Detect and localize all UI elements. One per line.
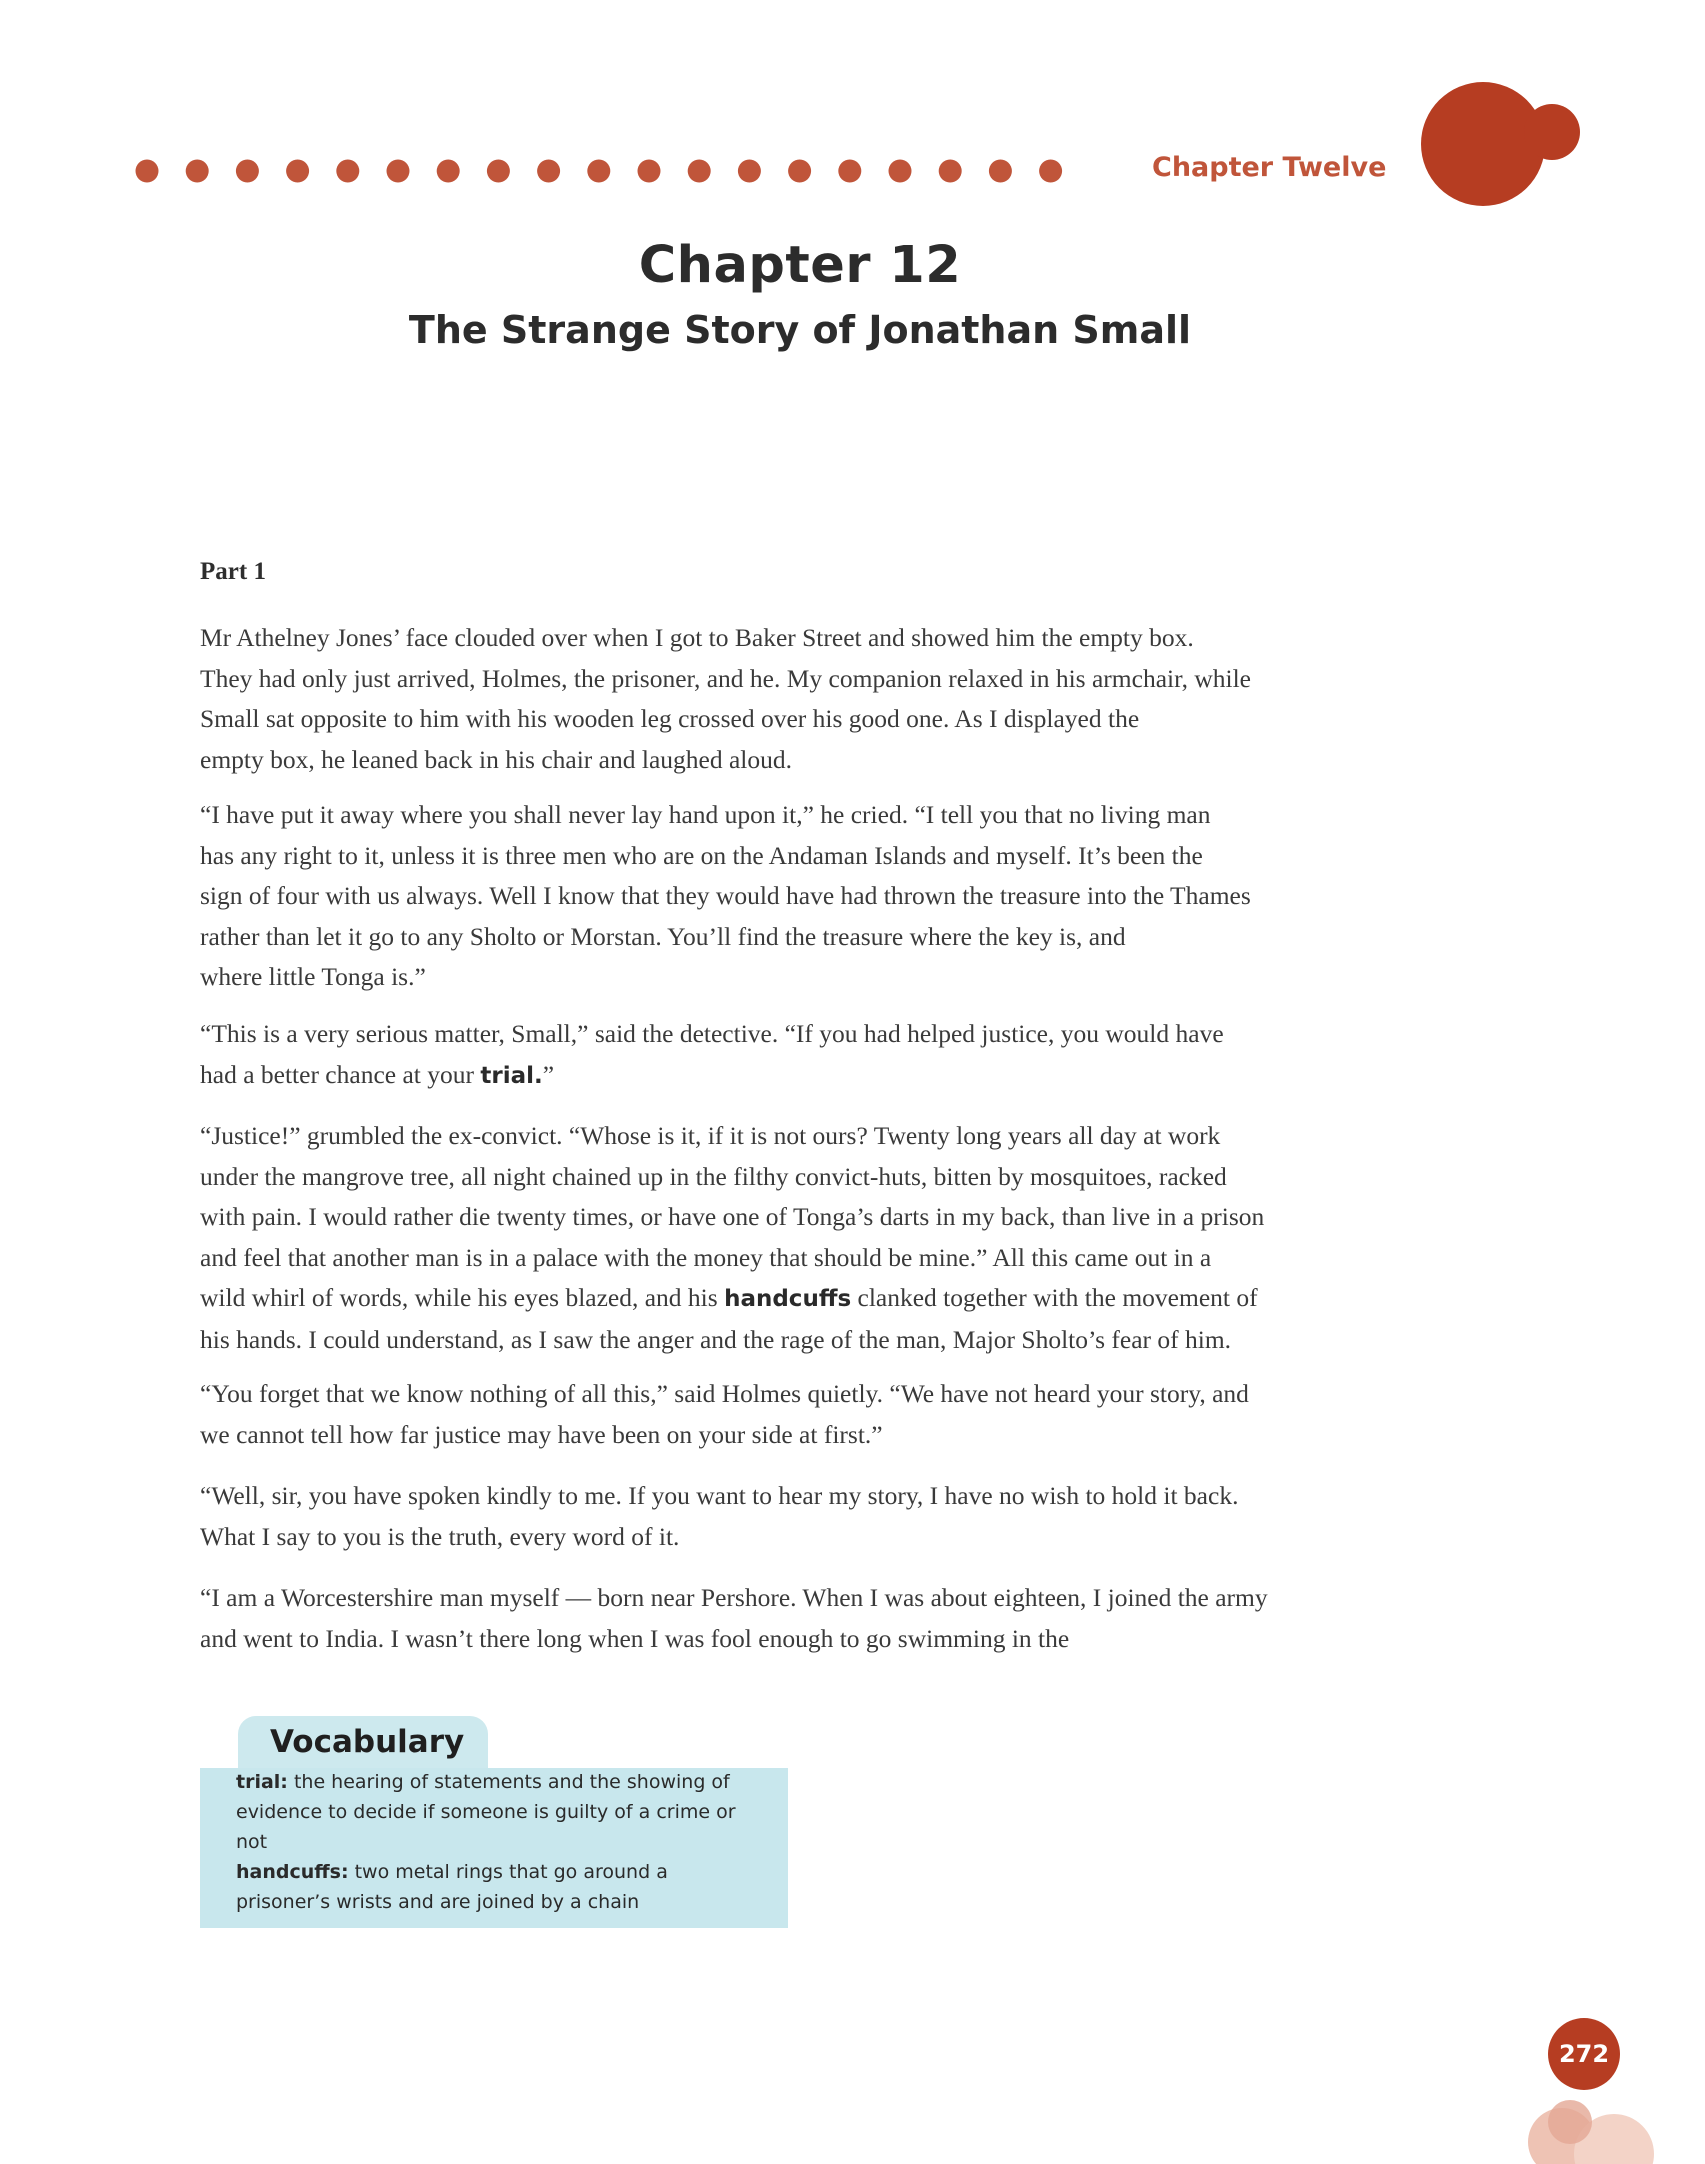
text-line: What I say to you is the truth, every word of it. bbox=[200, 1521, 680, 1551]
decorative-dot bbox=[889, 160, 912, 183]
part-heading: Part 1 bbox=[200, 558, 266, 585]
text-line: “You forget that we know nothing of all this,” said Holmes quietly. “We have not heard your story, and bbox=[200, 1379, 1249, 1408]
paragraph bbox=[200, 1374, 1420, 1455]
paragraph bbox=[200, 795, 1420, 998]
text-line: where little Tonga is.” bbox=[200, 962, 426, 991]
decorative-dot bbox=[186, 160, 209, 183]
text-run: wild whirl of words, while his eyes blazed, and his bbox=[200, 1283, 725, 1312]
paragraph bbox=[200, 1578, 1420, 1659]
vocabulary-definition: prisoner’s wrists and are joined by a chain bbox=[236, 1891, 640, 1913]
corner-circle-decoration bbox=[1405, 82, 1595, 212]
text-line: “This is a very serious matter, Small,” said the detective. “If you had helped justice, you would have bbox=[200, 1019, 1224, 1048]
text-line: “Well, sir, you have spoken kindly to me. If you want to hear my story, I have no wish to hold it back. bbox=[200, 1481, 1239, 1510]
text-line: “I have put it away where you shall never lay hand upon it,” he cried. “I tell you that no living man bbox=[200, 800, 1211, 829]
decorative-dot bbox=[638, 160, 661, 183]
text-run: had a better chance at your bbox=[200, 1059, 481, 1089]
decorative-dot bbox=[738, 160, 761, 183]
decorative-dot bbox=[1039, 160, 1062, 183]
vocabulary-definition: two metal rings that go around a bbox=[348, 1861, 668, 1883]
decorative-dot bbox=[989, 160, 1012, 183]
paragraph bbox=[200, 618, 1420, 780]
text-line: They had only just arrived, Holmes, the prisoner, and he. My companion relaxed in his armchair, while bbox=[200, 663, 1251, 693]
chapter-title: Chapter 12 bbox=[638, 236, 962, 295]
vocabulary-entry-handcuffs bbox=[236, 1857, 766, 1917]
decorative-dot-row bbox=[135, 158, 1070, 184]
decorative-dot bbox=[336, 160, 359, 183]
chapter-subtitle: The Strange Story of Jonathan Small bbox=[408, 308, 1192, 352]
vocabulary-term: trial: bbox=[236, 1771, 288, 1793]
vocabulary-keyword-handcuffs: handcuffs bbox=[724, 1286, 852, 1312]
text-line: and feel that another man is in a palace with the money that should be mine.” All this came out in a bbox=[200, 1242, 1212, 1272]
paragraph bbox=[200, 1014, 1420, 1096]
text-line: rather than let it go to any Sholto or Morstan. You’ll find the treasure where the key is, and bbox=[200, 921, 1126, 951]
text-run: ” bbox=[542, 1059, 555, 1089]
text-line: “Justice!” grumbled the ex-convict. “Whose is it, if it is not ours? Twenty long years all day at work bbox=[200, 1121, 1221, 1150]
vocabulary-keyword-trial: trial. bbox=[480, 1062, 543, 1089]
text-line: Small sat opposite to him with his wooden leg crossed over his good one. As I displayed the bbox=[200, 704, 1140, 733]
page-number: 272 bbox=[1548, 2018, 1620, 2090]
text-line: has any right to it, unless it is three men who are on the Andaman Islands and myself. It’s been the bbox=[200, 840, 1203, 870]
vocabulary-definition: the hearing of statements and the showing of bbox=[287, 1771, 730, 1793]
text-line bbox=[200, 1055, 1420, 1097]
vocabulary-entries bbox=[236, 1767, 766, 1917]
decorative-dot bbox=[688, 160, 711, 183]
vocabulary-definition: not bbox=[236, 1831, 268, 1853]
text-line: Mr Athelney Jones’ face clouded over when I got to Baker Street and showed him the empty box. bbox=[200, 623, 1194, 652]
text-line: and went to India. I wasn’t there long when I was fool enough to go swimming in the bbox=[200, 1623, 1070, 1653]
text-line: we cannot tell how far justice may have been on your side at first.” bbox=[200, 1419, 883, 1449]
decorative-dot bbox=[838, 160, 861, 183]
text-line bbox=[200, 1278, 1420, 1320]
vocabulary-definition: evidence to decide if someone is guilty of a crime or bbox=[236, 1801, 736, 1823]
text-line: sign of four with us always. Well I know that they would have had thrown the treasure into the Thames bbox=[200, 881, 1251, 910]
paragraph bbox=[200, 1476, 1420, 1557]
decorative-dot bbox=[487, 160, 510, 183]
text-line: his hands. I could understand, as I saw the anger and the rage of the man, Major Sholto’s fear of him. bbox=[200, 1324, 1232, 1354]
paragraph bbox=[200, 1116, 1420, 1360]
decorative-dot bbox=[136, 160, 159, 183]
text-line: with pain. I would rather die twenty times, or have one of Tonga’s darts in my back, than live in a prison bbox=[200, 1202, 1265, 1231]
text-line: under the mangrove tree, all night chained up in the filthy convict-huts, bitten by mosquitoes, racked bbox=[200, 1161, 1227, 1191]
decorative-dot bbox=[437, 160, 460, 183]
decorative-dot bbox=[587, 160, 610, 183]
decorative-dot bbox=[387, 160, 410, 183]
text-run: clanked together with the movement of bbox=[851, 1283, 1258, 1312]
decorative-dot bbox=[939, 160, 962, 183]
text-line: “I am a Worcestershire man myself — born near Pershore. When I was about eighteen, I joined the army bbox=[200, 1583, 1268, 1612]
running-header-chapter-label: Chapter Twelve bbox=[1152, 152, 1387, 183]
decorative-dot bbox=[236, 160, 259, 183]
text-line: empty box, he leaned back in his chair and laughed aloud. bbox=[200, 744, 792, 774]
vocabulary-term: handcuffs: bbox=[236, 1861, 349, 1883]
decorative-dot bbox=[286, 160, 309, 183]
vocabulary-heading: Vocabulary bbox=[270, 1724, 465, 1760]
vocabulary-entry-trial bbox=[236, 1767, 766, 1857]
decorative-dot bbox=[788, 160, 811, 183]
decorative-dot bbox=[537, 160, 560, 183]
